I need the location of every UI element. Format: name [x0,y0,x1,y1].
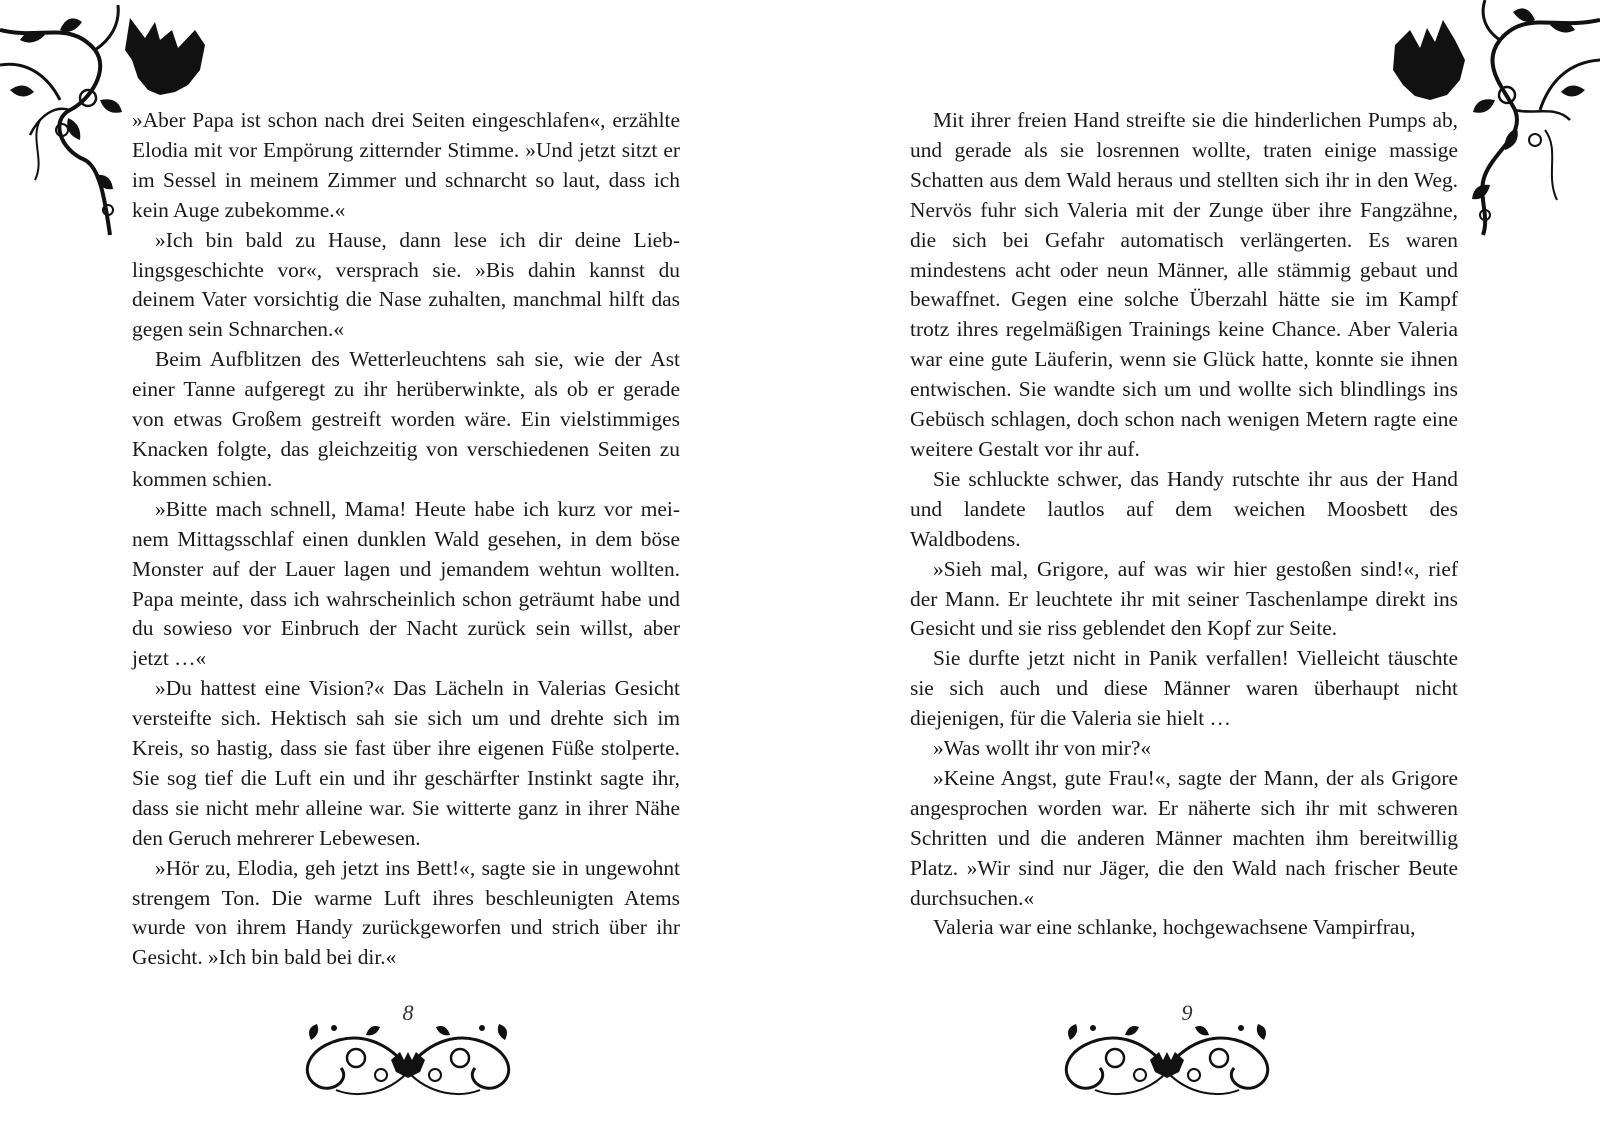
left-page-text [132,106,680,973]
paragraph: »Aber Papa ist schon nach drei Seiten eingeschlafen«, erzählte Elodia mit vor Empörung zitternder Stimme. »Und jetzt sitzt er im Sessel in meinem Zimmer und schnarcht so laut, dass ich kein Auge zubekomme.« [132,108,680,222]
paragraph: Sie durfte jetzt nicht in Panik verfallen! Vielleicht täuschte sie sich auch und diese Männer waren überhaupt nicht diejenigen, für die Valeria sie hielt … [910,646,1458,731]
paragraph: »Sieh mal, Grigore, auf was wir hier gestoßen sind!«, rief der Mann. Er leuchtete ihr mit seiner Taschenlampe direkt ins Gesicht und sie riss geblendet den Kopf zur Seite. [910,556,1458,641]
right-page-text [910,106,1458,943]
paragraph: »Was wollt ihr von mir?« [933,736,1152,761]
paragraph: »Ich bin bald zu Hause, dann lese ich dir deine Lieblingsgeschichte vor«, versprach sie. »Bis dahin kannst du deinem Vater vorsichtig die Nase zuhalten, manchmal hilft das gegen sein Schnarchen.« [132,227,680,342]
paragraph: Beim Aufblitzen des Wetterleuchtens sah sie, wie der Ast einer Tanne aufgeregt zu ihr herüberwinkte, als ob er gerade von etwas Großem gestreift worden wäre. Ein vielstimmiges Knacken folgte, das gleichzeitig von verschiedenen Seiten zu kommen schien. [132,347,680,491]
paragraph: Sie schluckte schwer, das Handy rutschte ihr aus der Hand und landete lautlos auf dem weichen Moosbett des Waldbodens. [910,466,1458,551]
bat-icon [125,18,205,95]
paragraph: Mit ihrer freien Hand streifte sie die hinderlichen Pumps ab, und gerade als sie losrennen wollte, traten einige massige Schatten aus dem Wald heraus und stellten sich ihr in den Weg. Nervös fuhr sich Valeria mit der Zunge über ihre Fangzähne, die sich bei Gefahr automatisch verlängerten. Es waren mindestens acht oder neun Männer, alle stämmig gebaut und bewaffnet. Gegen eine solche Überzahl hätte sie im Kampf trotz ihres regelmäßigen Trainings keine Chance. Aber Valeria war eine gute Läuferin, wenn sie Glück hatte, konnte sie ihnen entwischen. Sie wandte sich um und wollte sich blindlings ins Gebüsch schlagen, doch schon nach wenigen Metern ragte eine weitere Gestalt vor ihr auf. [910,108,1458,461]
paragraph: Valeria war eine schlanke, hochgewachsene Vampirfrau, [933,915,1416,940]
paragraph: »Hör zu, Elodia, geh jetzt ins Bett!«, sagte sie in ungewohnt strengem Ton. Die warme Luft ihres beschleunigten Atems wurde von ihrem Handy zurückgeworfen und strich über ihr Gesicht. »Ich bin bald bei dir.« [132,855,680,970]
page-number: 9 [1181,1000,1193,1025]
paragraph: »Keine Angst, gute Frau!«, sagte der Mann, der als Grigore angesprochen worden war. Er näherte sich ihr mit schweren Schritten und die anderen Männer machten ihm bereitwillig Platz. »Wir sind nur Jäger, die den Wald nach frischer Beute durchsuchen.« [910,765,1458,910]
paragraph: »Bitte mach schnell, Mama! Heute habe ich kurz vor meinem Mittagsschlaf einen dunklen Wald gesehen, in dem böse Monster auf der Lauer lagen und jemandem wehtun wollten. Papa meinte, dass ich wahrscheinlich schon geträumt habe und du sowieso vor Einbruch der Nacht zurück sein willst, aber jetzt …« [132,496,680,671]
page-number: 8 [402,1000,414,1025]
paragraph: »Du hattest eine Vision?« Das Lächeln in Valerias Gesicht versteifte sich. Hektisch sah sie sich um und drehte sich im Kreis, so hastig, dass sie fast über ihre eigenen Füße stolperte. Sie sog tief die Luft ein und ihr geschärfter Instinkt sagte ihr, dass sie nicht mehr alleine war. Sie witterte ganz in ihrer Nähe den Geruch mehrerer Lebewesen. [132,676,680,850]
bat-icon [1393,20,1465,100]
